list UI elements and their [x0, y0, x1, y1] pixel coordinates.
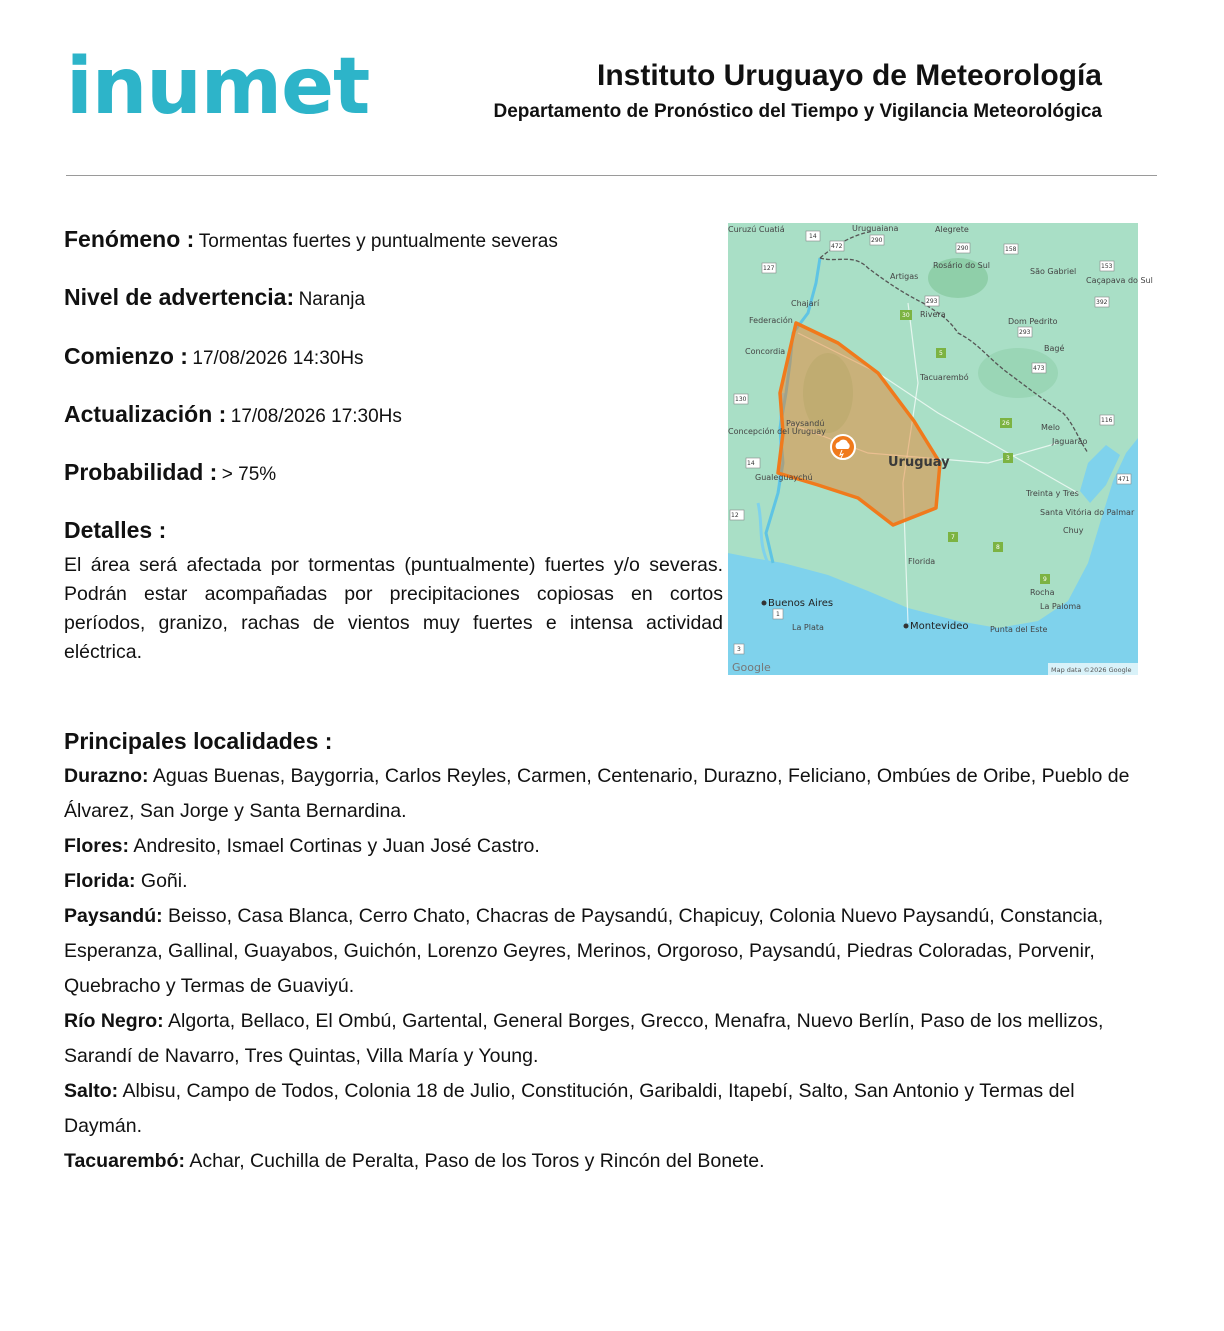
localidad-item — [64, 759, 1144, 829]
map-label-rivera: Rivera — [920, 310, 946, 319]
localidad-dept: Durazno: — [64, 765, 149, 787]
localidad-item — [64, 1004, 1144, 1074]
map-label-cacapava: Caçapava do Sul — [1086, 276, 1153, 285]
localidad-dept: Salto: — [64, 1080, 119, 1102]
road-shield: 392 — [1096, 299, 1108, 306]
localidad-places: Goñi. — [140, 870, 188, 892]
department-title: Departamento de Pronóstico del Tiempo y Vigilancia Meteorológica — [493, 101, 1102, 122]
map-label-concordia: Concordia — [745, 347, 786, 356]
localidad-item — [64, 864, 1144, 899]
localidad-places: Aguas Buenas, Baygorria, Carlos Reyles, Carmen, Centenario, Durazno, Feliciano, Ombúes de Oribe, Pueblo de Álvarez, San Jorge y Santa Bernardina. — [64, 765, 1130, 822]
probabilidad-row — [64, 459, 276, 486]
map-label-paysandu: Paysandú — [786, 419, 825, 428]
city-dot — [762, 601, 767, 606]
road-shield: 116 — [1101, 417, 1113, 424]
localidades-list — [64, 759, 1144, 1179]
comienzo-label: Comienzo : — [64, 343, 188, 369]
road-shield: 3 — [737, 646, 741, 653]
map-svg — [728, 223, 1153, 675]
probabilidad-label: Probabilidad : — [64, 459, 218, 485]
map-label-rocha: Rocha — [1030, 588, 1055, 597]
map-label-artigas: Artigas — [890, 272, 919, 281]
map-label-alegrete: Alegrete — [935, 225, 969, 234]
localidad-item — [64, 1144, 1144, 1179]
map-label-federacion: Federación — [749, 316, 793, 325]
nivel-row — [64, 284, 365, 311]
road-shield: 12 — [731, 512, 739, 519]
map-label-bage: Bagé — [1044, 344, 1065, 353]
detalles-label: Detalles : — [64, 517, 167, 543]
localidad-item — [64, 899, 1144, 1004]
road-shield: 9 — [1043, 576, 1047, 583]
map-label-santavitoria: Santa Vitória do Palmar — [1040, 508, 1135, 517]
map-label-dompedrito: Dom Pedrito — [1008, 317, 1058, 326]
actualizacion-value: 17/08/2026 17:30Hs — [230, 406, 402, 427]
actualizacion-row — [64, 401, 402, 428]
map-label-laplata: La Plata — [792, 623, 824, 632]
road-shield: 14 — [809, 233, 817, 240]
map-label-florida: Florida — [908, 557, 936, 566]
road-shield: 153 — [1101, 263, 1113, 270]
road-shield: 5 — [939, 350, 943, 357]
localidad-places: Achar, Cuchilla de Peralta, Paso de los Toros y Rincón del Bonete. — [189, 1150, 765, 1172]
map-label-buenosaires: Buenos Aires — [768, 598, 834, 609]
map-label-concepcion: Concepción del Uruguay — [728, 427, 826, 436]
map-label-treinta: Treinta y Tres — [1026, 489, 1079, 498]
institute-title: Instituto Uruguayo de Meteorología — [596, 59, 1102, 92]
map-label-curuzu: Curuzú Cuatiá — [728, 225, 785, 234]
road-shield: 8 — [996, 544, 1000, 551]
map-label-puntadeleste: Punta del Este — [990, 625, 1048, 634]
fenomeno-row — [64, 226, 558, 253]
header-divider — [66, 175, 1157, 176]
road-shield: 158 — [1005, 246, 1017, 253]
map-label-rosario: Rosário do Sul — [933, 261, 990, 270]
road-shield: 290 — [957, 245, 969, 252]
map-label-melo: Melo — [1041, 423, 1060, 432]
map-label-chajari: Chajarí — [791, 299, 820, 308]
localidad-places: Algorta, Bellaco, El Ombú, Gartental, General Borges, Grecco, Menafra, Nuevo Berlín, Paso de los mellizos, Sarandí de Navarro, Tres Quintas, Villa María y Young. — [64, 1010, 1104, 1067]
map-label-chuy: Chuy — [1063, 526, 1084, 535]
alert-map — [728, 223, 1153, 675]
map-label-lapaloma: La Paloma — [1040, 602, 1082, 611]
localidad-places: Beisso, Casa Blanca, Cerro Chato, Chacras de Paysandú, Chapicuy, Colonia Nuevo Paysandú, Constancia, Esperanza, Gallinal, Guayabos, Guichón, Lorenzo Geyres, Merinos, Orgoroso, Paysandú, Piedras Coloradas, Porvenir, Quebracho y Termas de Guaviyú. — [64, 905, 1104, 997]
map-attribution: Map data ©2026 Google — [1051, 666, 1132, 674]
road-shield: 127 — [763, 265, 775, 272]
probabilidad-value: > 75% — [221, 464, 277, 485]
localidad-places: Albisu, Campo de Todos, Colonia 18 de Julio, Constitución, Garibaldi, Itapebí, Salto, San Antonio y Termas del Daymán. — [64, 1080, 1075, 1137]
comienzo-row — [64, 343, 364, 370]
localidad-dept: Tacuarembó: — [64, 1150, 185, 1172]
road-shield: 290 — [871, 237, 883, 244]
road-shield: 130 — [735, 396, 747, 403]
road-shield: 472 — [831, 243, 843, 250]
fenomeno-value: Tormentas fuertes y puntualmente severas — [198, 231, 558, 252]
road-shield: 26 — [1002, 420, 1010, 427]
map-label-jaguarao: Jaguarão — [1052, 437, 1088, 446]
localidad-places: Andresito, Ismael Cortinas y Juan José Castro. — [133, 835, 540, 857]
road-shield: 3 — [1006, 455, 1010, 462]
localidad-dept: Flores: — [64, 835, 130, 857]
nivel-label: Nivel de advertencia: — [64, 284, 295, 310]
localidad-dept: Río Negro: — [64, 1010, 164, 1032]
inumet-logo: inumet — [66, 42, 370, 132]
city-dot — [904, 624, 909, 629]
localidades-title: Principales localidades : — [64, 728, 333, 754]
map-google-logo: Google — [732, 661, 771, 674]
localidad-item — [64, 829, 1144, 864]
localidad-dept: Paysandú: — [64, 905, 163, 927]
map-label-tacuarembo: Tacuarembó — [920, 373, 969, 382]
road-shield: 7 — [951, 534, 955, 541]
road-shield: 293 — [926, 298, 938, 305]
storm-icon — [831, 435, 855, 459]
road-shield: 293 — [1019, 329, 1031, 336]
localidad-dept: Florida: — [64, 870, 136, 892]
road-shield: 30 — [902, 312, 910, 319]
map-label-uruguaiana: Uruguaiana — [852, 224, 899, 233]
fenomeno-label: Fenómeno : — [64, 226, 195, 252]
road-shield: 473 — [1033, 365, 1045, 372]
road-shield: 1 — [776, 611, 780, 618]
map-label-gualeguaychu: Gualeguaychú — [755, 473, 813, 482]
comienzo-value: 17/08/2026 14:30Hs — [192, 348, 364, 369]
map-label-uruguay: Uruguay — [888, 455, 950, 470]
road-shield: 471 — [1118, 476, 1130, 483]
road-shield: 14 — [747, 460, 755, 467]
map-label-saogabriel: São Gabriel — [1030, 267, 1077, 276]
map-label-montevideo: Montevideo — [910, 621, 969, 632]
actualizacion-label: Actualización : — [64, 401, 227, 427]
nivel-value: Naranja — [298, 289, 366, 310]
detalles-text: El área será afectada por tormentas (puntualmente) fuertes y/o severas. Podrán estar acompañadas por precipitaciones copiosas en cortos períodos, granizo, rachas de vientos muy fuertes e intensa actividad eléctrica. — [64, 554, 723, 663]
localidad-item — [64, 1074, 1144, 1144]
